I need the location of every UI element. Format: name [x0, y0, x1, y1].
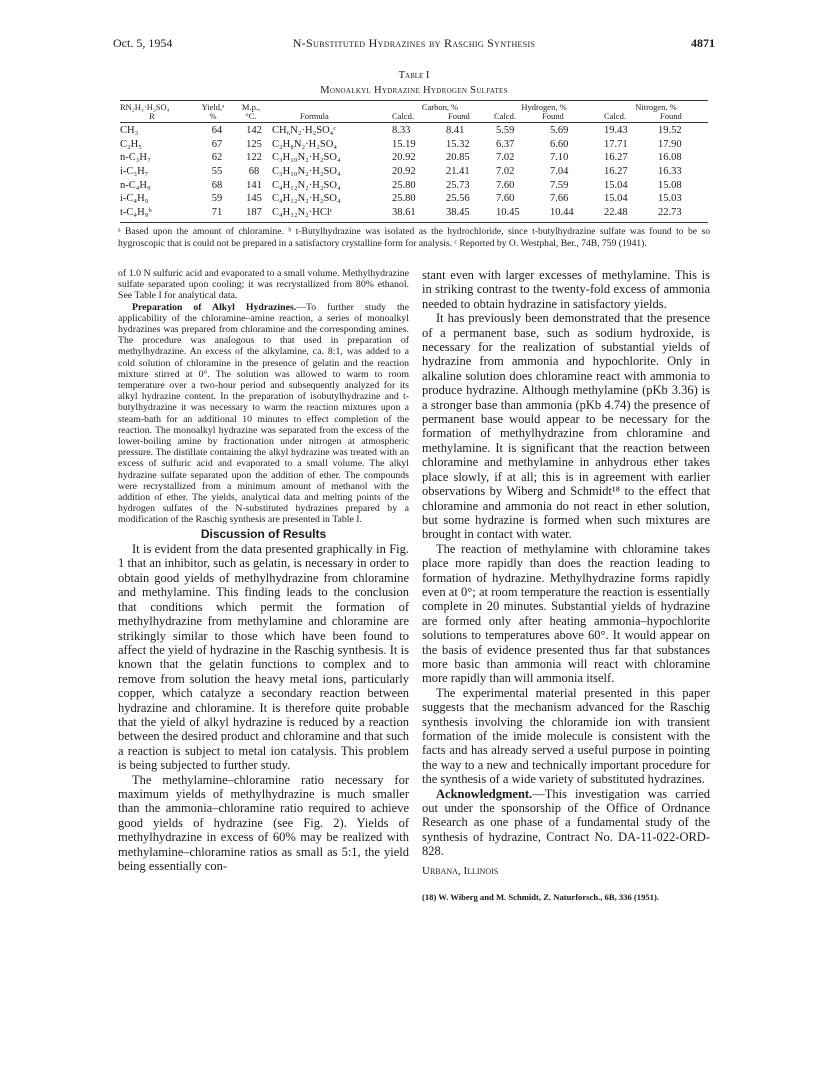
continuation-paragraph: stant even with larger excesses of methylamine. This is in striking contrast to the twenty-fold excess of ammonia needed to obtain hydrazine in satisfactory yields. — [422, 268, 710, 311]
cell-formula: C₄H₁₂N₂·H₂SO₄ — [272, 179, 341, 191]
cell-n-calcd: 19.43 — [604, 125, 628, 137]
cell-n-found: 16.33 — [658, 166, 682, 178]
cell-r: t-C₄H₉ᵇ — [120, 206, 152, 218]
cell-formula: C₂H₈N₂·H₂SO₄ — [272, 138, 337, 150]
acknowledgment-paragraph — [422, 787, 710, 859]
header-carbon-found: Found — [448, 111, 470, 121]
cell-formula: C₃H₁₀N₂·H₂SO₄ — [272, 166, 341, 178]
header-mp: M.p., °C. — [241, 102, 261, 121]
mechanism-paragraph: The experimental material presented in this paper suggests that the mechanism advanced for the Raschig synthesis involving the chloramide ion with transient formation of the imide molecule is consistent with the facts and has already served a useful purpose in pointing the way to a new and technically important procedure for the synthesis of a wide variety of substituted hydrazines. — [422, 685, 710, 787]
cell-yield: 67 — [211, 138, 223, 150]
discussion-paragraph-1: It is evident from the data presented graphically in Fig. 1 that an inhibitor, such as gelatin, is necessary in order to obtain good yields of methylhydrazine from chloramine and methylamine. This finding leads to the conclusion that conditions which permit the formation of methylhydrazine from methylamine and chloramine are strikingly similar to those which have been found to affect the yield of hydrazine in the Raschig synthesis. It is known that the gelatin functions to complex and to remove from solution the heavy metal ions, particularly copper, which catalyze a secondary reaction between hydrazine and chloramine. It is therefore quite probable that the yield of alkyl hydrazine is reduced by a reaction between the desired product and chloramine and that such a reaction is subject to metal ion catalysis. This problem is being subjected to further study. — [118, 542, 409, 773]
cell-n-calcd: 16.27 — [604, 152, 628, 164]
header-formula: Formula — [300, 111, 329, 121]
cell-n-calcd: 17.71 — [604, 138, 628, 150]
table-top-rule — [120, 100, 708, 101]
preparation-heading: Preparation of Alkyl Hydrazines. — [132, 301, 297, 313]
cell-r: CH₃ — [120, 125, 139, 137]
acknowledgment-body: —This investigation was carried out under the sponsorship of the Office of Ordnance Research as one phase of a fundamental study of the synthesis of hydrazine, Contract No. DA-11-022-ORD-828. — [422, 786, 710, 859]
table-body — [120, 124, 708, 219]
cell-n-found: 15.08 — [658, 179, 682, 191]
header-hydrogen-calcd: Calcd. — [494, 111, 516, 121]
cell-c-calcd: 15.19 — [392, 138, 416, 150]
cell-mp: 68 — [248, 166, 260, 178]
header-nitrogen-found: Found — [660, 111, 682, 121]
cell-yield: 62 — [211, 152, 223, 164]
cell-r: n-C₃H₇ — [120, 152, 151, 164]
cell-h-found: 7.59 — [550, 179, 569, 191]
cell-h-found: 7.66 — [550, 193, 569, 205]
discussion-paragraph-2: The methylamine–chloramine ratio necessary for maximum yields of methylhydrazine is much smaller than the ammonia–chloramine ratio required to achieve good yields of hydrazine (see Fig. 2). Yields of methylhydrazine in excess of 60% may be realized with methylamine–chloramine ratios as small as 5:1, the yield being essentially con- — [118, 772, 409, 874]
header-nitrogen: Nitrogen, % — [635, 102, 677, 112]
cell-mp: 145 — [246, 193, 262, 205]
cell-yield: 68 — [211, 179, 223, 191]
data-table — [120, 124, 708, 219]
intro-paragraph: of 1.0 N sulfuric acid and evaporated to a small volume. Methylhydrazine sulfate separated upon cooling; it was recrystallized from 80% ethanol. See Table I for analytical data. — [118, 268, 409, 302]
page-number: 4871 — [691, 36, 715, 50]
cell-mp: 141 — [246, 179, 262, 191]
table-footnote: ᵃ Based upon the amount of chloramine. ᵇ t-Butylhydrazine was isolated as the hydrochloride, since t-butylhydrazine sulfate was found to be so hygroscopic that is could not be prepared in a satisfactory crystalline form for analysis. ᶜ Reported by O. Westphal, Ber., 74B, 759 (1941). — [118, 226, 710, 249]
table-caption: Monoalkyl Hydrazine Hydrogen Sulfates — [320, 85, 508, 96]
cell-h-calcd: 10.45 — [496, 206, 520, 218]
cell-c-calcd: 20.92 — [392, 166, 416, 178]
cell-c-found: 15.32 — [446, 138, 470, 150]
table-row — [120, 151, 708, 165]
cell-yield: 55 — [211, 166, 223, 178]
cell-n-found: 15.03 — [658, 193, 682, 205]
cell-r: i-C₄H₉ — [120, 193, 149, 205]
cell-r: C₂H₅ — [120, 138, 142, 150]
cell-mp: 125 — [246, 138, 262, 150]
affiliation: Urbana, Illinois — [422, 864, 499, 877]
cell-r: n-C₄H₉ — [120, 179, 151, 191]
cell-n-found: 16.08 — [658, 152, 682, 164]
header-carbon-calcd: Calcd. — [392, 111, 414, 121]
cell-h-calcd: 7.60 — [496, 179, 515, 191]
cell-h-calcd: 5.59 — [496, 125, 515, 137]
cell-n-found: 22.73 — [658, 206, 682, 218]
cell-h-found: 6.60 — [550, 138, 569, 150]
cell-mp: 142 — [246, 125, 262, 137]
header-hydrogen: Hydrogen, % — [521, 102, 567, 112]
cell-c-calcd: 38.61 — [392, 206, 416, 218]
table-label: Table I — [398, 70, 430, 81]
issue-date: Oct. 5, 1954 — [113, 36, 173, 50]
cell-c-found: 25.73 — [446, 179, 470, 191]
preparation-body: —To further study the applicability of the chloramine–amine reaction, a series of monoalkyl hydrazines was prepared from chloramine and the corresponding amines. The procedure was analogous to that used in preparation of methylhydrazine. An excess of the alkylamine, ca. 8:1, was added to a cold solution of chloramine in the presence of gelatin and the reaction mixture stirred at 0°. The solution was allowed to warm to room temperature over a two-hour period and subsequently analyzed for its alkyl hydrazine content. In the preparation of isobutylhydrazine and t-butylhydrazine it was necessary to warm the reaction mixtures upon a steam-bath for an additional 10 minutes to effect completion of the reaction. The monoalkyl hydrazine was separated from the excess of the lower-boiling amine by fractionation under nitrogen at atmospheric pressure. The distillate containing the alkyl hydrazine was treated with an excess of sulfuric acid and evaporated to a small volume. The alkyl hydrazine sulfate separated upon the addition of ether. The compounds were recrystallized from a minimum amount of methanol with the addition of ether. The yields, analytical data and melting points of the hydrogen sulfates of the N-substituted hydrazines prepared by a modification of the Raschig synthesis are presented in Table I. — [118, 301, 409, 526]
cell-n-calcd: 15.04 — [604, 179, 628, 191]
cell-c-found: 20.85 — [446, 152, 470, 164]
cell-c-found: 8.41 — [446, 125, 465, 137]
cell-c-calcd: 20.92 — [392, 152, 416, 164]
table-row — [120, 192, 708, 206]
section-heading: Discussion of Results — [200, 526, 327, 541]
header-carbon: Carbon, % — [421, 102, 459, 112]
right-column — [422, 268, 710, 902]
header-nitrogen-calcd: Calcd. — [604, 111, 626, 121]
cell-h-calcd: 7.60 — [496, 193, 515, 205]
cell-c-found: 38.45 — [446, 206, 470, 218]
left-column — [118, 268, 409, 873]
cell-formula: C₄H₁₂N₂·HClᶜ — [272, 206, 333, 218]
cell-c-calcd: 8.33 — [392, 125, 411, 137]
cell-n-found: 17.90 — [658, 138, 682, 150]
cell-formula: C₄H₁₂N₂·H₂SO₄ — [272, 193, 341, 205]
cell-mp: 187 — [246, 206, 262, 218]
cell-mp: 122 — [246, 152, 262, 164]
table-row — [120, 124, 708, 138]
base-paragraph: It has previously been demonstrated that the presence of a permanent base, such as sodium hydroxide, is necessary for the realization of substantial yields of hydrazine from ammonia and hypochlorite. Only in alkaline solution does chloramine react with ammonia to produce hydrazine. Although methylamine (pKb 3.36) is a stronger base than ammonia (pKb 4.74) the presence of permanent base would appear to be necessary for the formation of methylhydrazine from chloramine and methylamine. It is significant that the reaction between chloramine and methylamine in anhydrous ether takes place slowly, if at all; this is in agreement with earlier observations by Wiberg and Schmidt¹⁸ to the effect that chloramine and ammonia do not react in ether solution, but some hydrazine is formed when such mixtures are brought in contact with water. — [422, 311, 710, 542]
cell-c-found: 25.56 — [446, 193, 470, 205]
cell-n-calcd: 15.04 — [604, 193, 628, 205]
cell-yield: 64 — [211, 125, 223, 137]
header-compound: RN₂H₃·H₂SO₄ R — [120, 102, 170, 121]
rate-paragraph: The reaction of methylamine with chloramine takes place more rapidly than does the reaction leading to formation of hydrazine. Methylhydrazine forms rapidly even at 0°; at room temperature the reaction is essentially complete in 20 minutes. Substantial yields of hydrazine are formed only after heating ammonia–hypochlorite solutions to temperatures above 60°. It would appear on the basis of evidence presented thus far that substances more basic than ammonia will react with chloramine more rapidly than will ammonia itself. — [422, 541, 710, 686]
cell-yield: 71 — [211, 206, 223, 218]
cell-formula: C₃H₁₀N₂·H₂SO₄ — [272, 152, 341, 164]
table-row — [120, 165, 708, 179]
cell-c-found: 21.41 — [446, 166, 470, 178]
cell-h-found: 7.04 — [550, 166, 569, 178]
table-row — [120, 206, 708, 220]
table-header-rule — [120, 122, 708, 123]
table-row — [120, 138, 708, 152]
cell-h-calcd: 7.02 — [496, 166, 515, 178]
cell-r: i-C₃H₇ — [120, 166, 149, 178]
cell-h-found: 7.10 — [550, 152, 569, 164]
cell-n-found: 19.52 — [658, 125, 682, 137]
acknowledgment-heading: Acknowledgment. — [436, 786, 533, 801]
cell-h-calcd: 6.37 — [496, 138, 515, 150]
running-title: N-Substituted Hydrazines by Raschig Synthesis — [292, 36, 536, 50]
header-hydrogen-found: Found — [542, 111, 564, 121]
table-row — [120, 178, 708, 192]
cell-n-calcd: 16.27 — [604, 166, 628, 178]
preparation-paragraph — [118, 302, 409, 526]
cell-h-found: 5.69 — [550, 125, 569, 137]
cell-formula: CH₆N₂·H₂SO₄ᶜ — [272, 125, 336, 137]
table-bottom-rule — [120, 222, 708, 223]
cell-c-calcd: 25.80 — [392, 179, 416, 191]
cell-n-calcd: 22.48 — [604, 206, 628, 218]
cell-c-calcd: 25.80 — [392, 193, 416, 205]
header-yield: Yield,ᵃ % — [201, 102, 225, 121]
cell-yield: 59 — [211, 193, 223, 205]
cell-h-found: 10.44 — [550, 206, 574, 218]
cell-h-calcd: 7.02 — [496, 152, 515, 164]
reference-18: (18) W. Wiberg and M. Schmidt, Z. Naturforsch., 6B, 336 (1951). — [422, 892, 659, 903]
running-header — [113, 36, 715, 52]
